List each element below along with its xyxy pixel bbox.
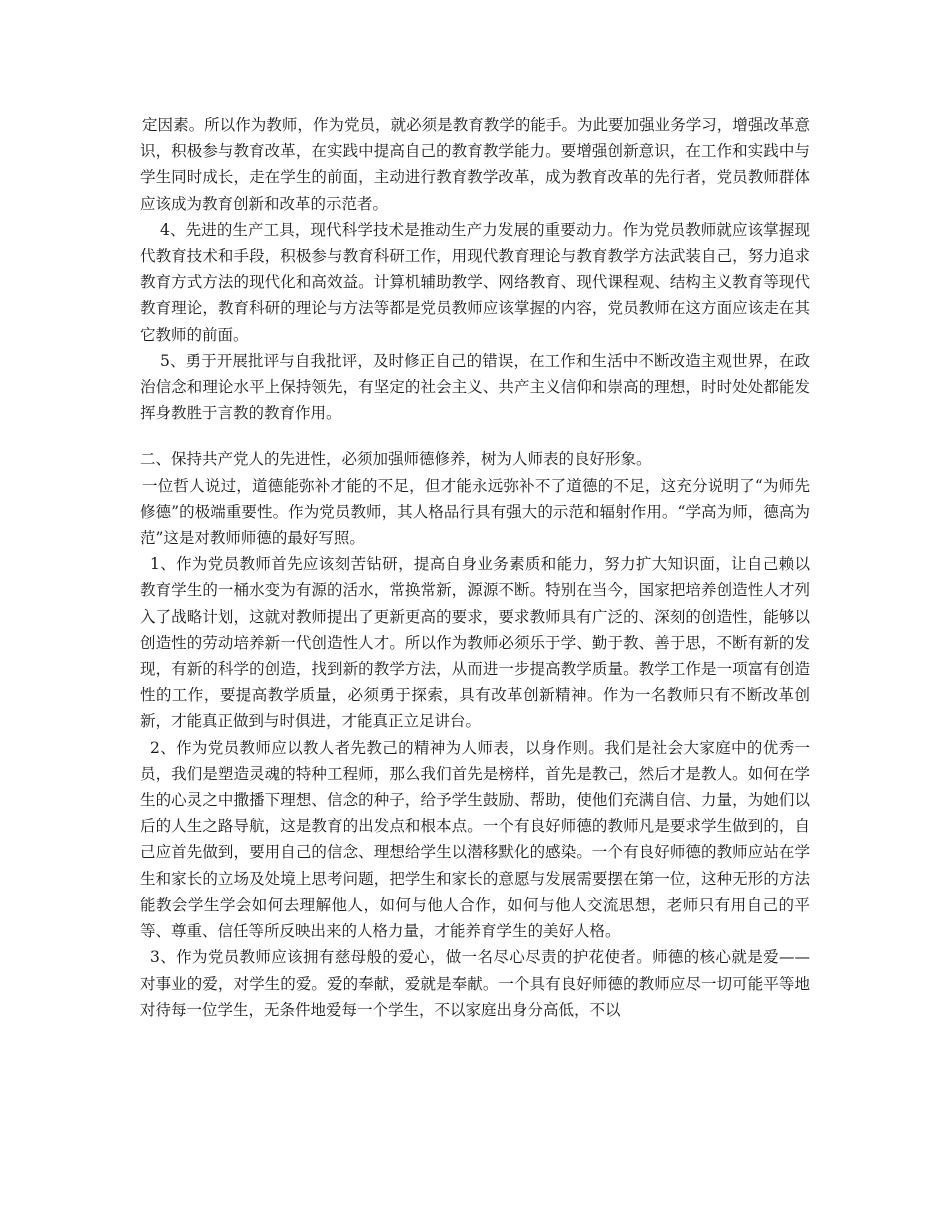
section-2-item-3: 3、作为党员教师应该拥有慈母般的爱心，做一名尽心尽责的护花使者。师德的核心就是爱——对事业的爱，对学生的爱。爱的奉献，爱就是奉献。一个具有良好师德的教师应尽一切可能平等地对待每一位学生，无条件地爱每一个学生，不以家庭出身分高低，不以 — [140, 948, 810, 1019]
section-2-heading: 二、保持共产党人的先进性，必须加强师德修养，树为人师表的良好形象。 — [140, 450, 652, 469]
section-2-item-1: 1、作为党员教师首先应该刻苦钻研，提高自身业务素质和能力，努力扩大知识面，让自己赖以教育学生的一桶水变为有源的活水，常换常新，源源不断。特别在当今，国家把培养创造性人才列入了战略计划，这就对教师提出了更新更高的要求，要求教师具有广泛的、深刻的创造性，能够以创造性的劳动培养新一代创造性人才。所以作为教师必须乐于学、勤于教、善于思，不断有新的发现，有新的科学的创造，找到新的教学方法，从而进一步提高教学质量。教学工作是一项富有创造性的工作，要提高教学质量，必须勇于探索，具有改革创新精神。作为一名教师只有不断改革创新，才能真正做到与时俱进，才能真正立足讲台。 — [140, 555, 810, 731]
document-page — [140, 112, 810, 1023]
section-2-intro: 一位哲人说过，道德能弥补才能的不足，但才能永远弥补不了道德的不足，这充分说明了“为师先修德”的极端重要性。作为党员教师，其人格品行具有强大的示范和辐射作用。“学高为师，德高为范”这是对教师师德的最好写照。 — [140, 476, 810, 548]
paragraph-item-5: 5、勇于开展批评与自我批评，及时修正自己的错误，在工作和生活中不断改造主观世界，在政治信念和理论水平上保持领先，有坚定的社会主义、共产主义信仰和崇高的理想，时时处处都能发挥身教胜于言教的教育作用。 — [140, 351, 810, 423]
paragraph-item-4: 4、先进的生产工具，现代科学技术是推动生产力发展的重要动力。作为党员教师就应该掌握现代教育技术和手段，积极参与教育科研工作，用现代教育理论与教育教学方法武装自己，努力追求教育方式方法的现代化和高效益。计算机辅助教学、网络教育、现代课程观、结构主义教育等现代教育理论，教育科研的理论与方法等都是党员教师应该掌握的内容，党员教师在这方面应该走在其它教师的前面。 — [140, 220, 810, 344]
paragraph-intro: 定因素。所以作为教师，作为党员，就必须是教育教学的能手。为此要加强业务学习，增强改革意识，积极参与教育改革，在实践中提高自己的教育教学能力。要增强创新意识，在工作和实践中与学生同时成长，走在学生的前面，主动进行教育教学改革，成为教育改革的先行者，党员教师群体应该成为教育创新和改革的示范者。 — [140, 116, 810, 213]
section-2-item-2: 2、作为党员教师应以教人者先教己的精神为人师表，以身作则。我们是社会大家庭中的优秀一员，我们是塑造灵魂的特种工程师，那么我们首先是榜样，首先是教己，然后才是教人。如何在学生的心灵之中撒播下理想、信念的种子，给予学生鼓励、帮助，使他们充满自信、力量，为她们以后的人生之路导航，这是教育的出发点和根本点。一个有良好师德的教师凡是要求学生做到的，自己应首先做到，要用自己的信念、理想给学生以潜移默化的感染。一个有良好师德的教师应站在学生和家长的立场及处境上思考问题，把学生和家长的意愿与发展需要摆在第一位，这种无形的方法能教会学生学会如何去理解他人，如何与他人合作，如何与他人交流思想，老师只有用自己的平等、尊重、信任等所反映出来的人格力量，才能养育学生的美好人格。 — [140, 738, 810, 941]
section-gap — [140, 426, 810, 446]
